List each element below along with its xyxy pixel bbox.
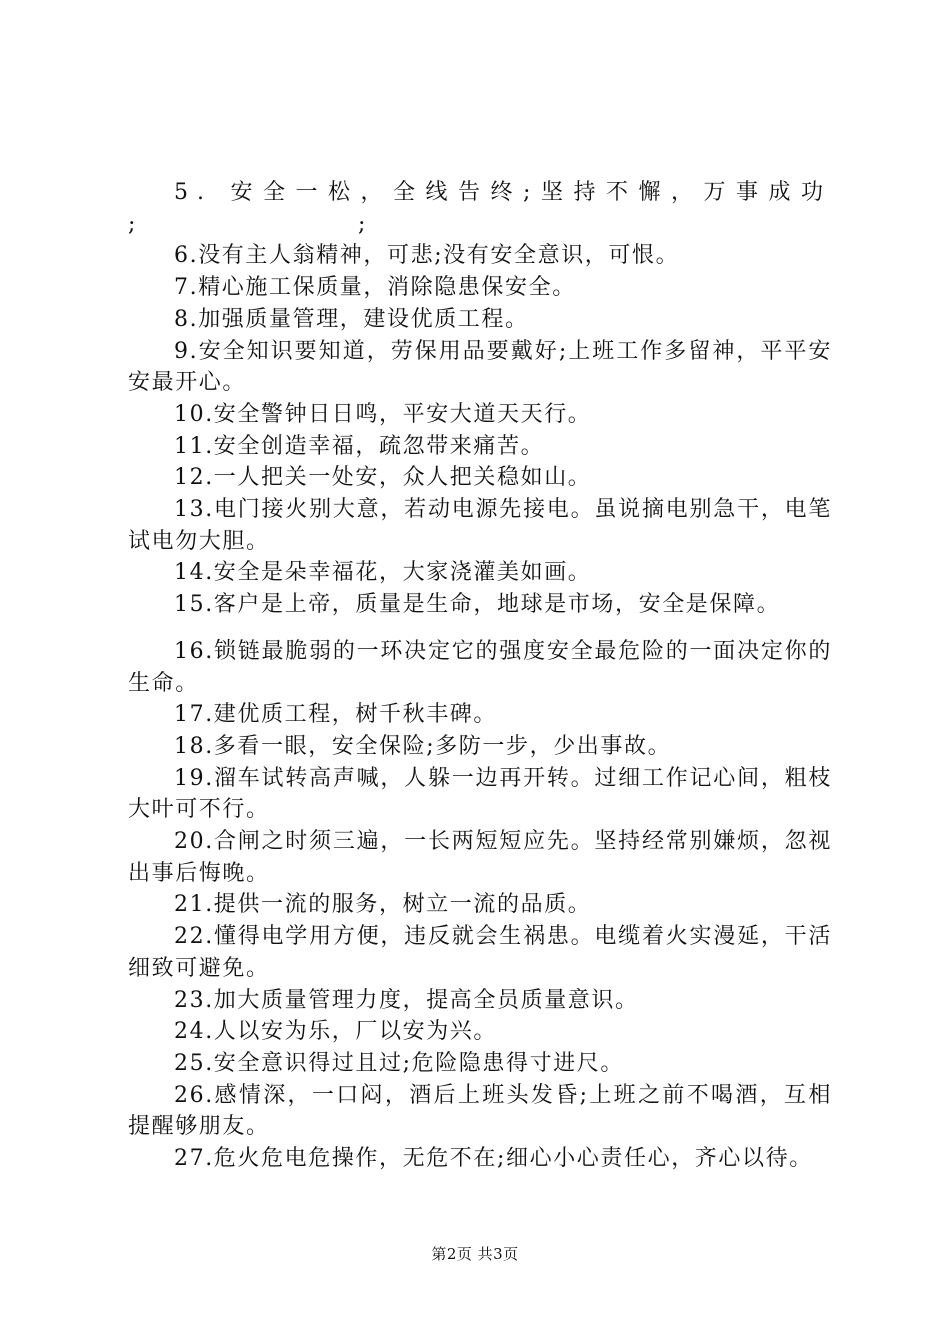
list-item: 17.建优质工程，树千秋丰碑。 (174, 702, 497, 728)
list-item: 7.精心施工保质量，消除隐患保安全。 (174, 275, 576, 301)
list-item: 18.多看一眼，安全保险;多防一步，少出事故。 (174, 733, 672, 759)
list-item: 5. 安全一松，全线告终;坚持不懈，万事成功 (174, 180, 832, 205)
list-item: 21.提供一流的服务，树立一流的品质。 (174, 892, 592, 918)
list-item: 19.溜车试转高声喊，人躲一边再开转。过细工作记心间，粗枝大叶可不行。 (128, 765, 832, 823)
paragraph-gap (128, 621, 832, 636)
list-item: 11.安全创造幸福，疏忽带来痛苦。 (174, 433, 545, 459)
list-item: 14.安全是朵幸福花，大家浇灌美如画。 (174, 560, 592, 586)
list-item: 20.合闸之时须三遍，一长两短短应先。坚持经常别嫌烦，忽视出事后悔晚。 (128, 829, 832, 886)
list-item: 6.没有主人翁精神，可悲;没有安全意识，可恨。 (174, 243, 680, 269)
list-item: 24.人以安为乐，厂以安为兴。 (174, 1019, 497, 1045)
list-item: 9.安全知识要知道，劳保用品要戴好;上班工作多留神，平平安安最开心。 (128, 338, 832, 396)
semicolon-mark: ; (128, 211, 138, 237)
list-item: 22.懂得电学用方便，违反就会生祸患。电缆着火实漫延，干活细致可避免。 (128, 924, 832, 981)
list-item: 25.安全意识得过且过;危险隐患得寸进尺。 (174, 1050, 625, 1076)
list-item: 12.一人把关一处安，众人把关稳如山。 (174, 465, 592, 491)
list-item: 13.电门接火别大意，若动电源先接电。虽说摘电别急干，电笔试电勿大胆。 (128, 497, 832, 554)
list-item: 8.加强质量管理，建设优质工程。 (174, 306, 529, 332)
slogan-list (128, 177, 832, 1175)
semicolon-mark: ; (358, 211, 368, 237)
list-item: 15.客户是上帝，质量是生命，地球是市场，安全是保障。 (174, 592, 781, 618)
page-footer (0, 1243, 950, 1264)
list-item: 27.危火危电危操作，无危不在;细心小心责任心，齐心以待。 (174, 1146, 813, 1172)
list-item: 26.感情深，一口闷，酒后上班头发昏;上班之前不喝酒，互相提醒够朋友。 (128, 1082, 832, 1140)
page-number: 第2页 共3页 (431, 1245, 519, 1263)
list-item-continuation (128, 209, 832, 241)
list-item: 10.安全警钟日日鸣，平安大道天天行。 (174, 401, 592, 427)
list-item: 16.锁链最脆弱的一环决定它的强度安全最危险的一面决定你的生命。 (128, 638, 832, 696)
list-item: 23.加大质量管理力度，提高全员质量意识。 (174, 987, 639, 1013)
